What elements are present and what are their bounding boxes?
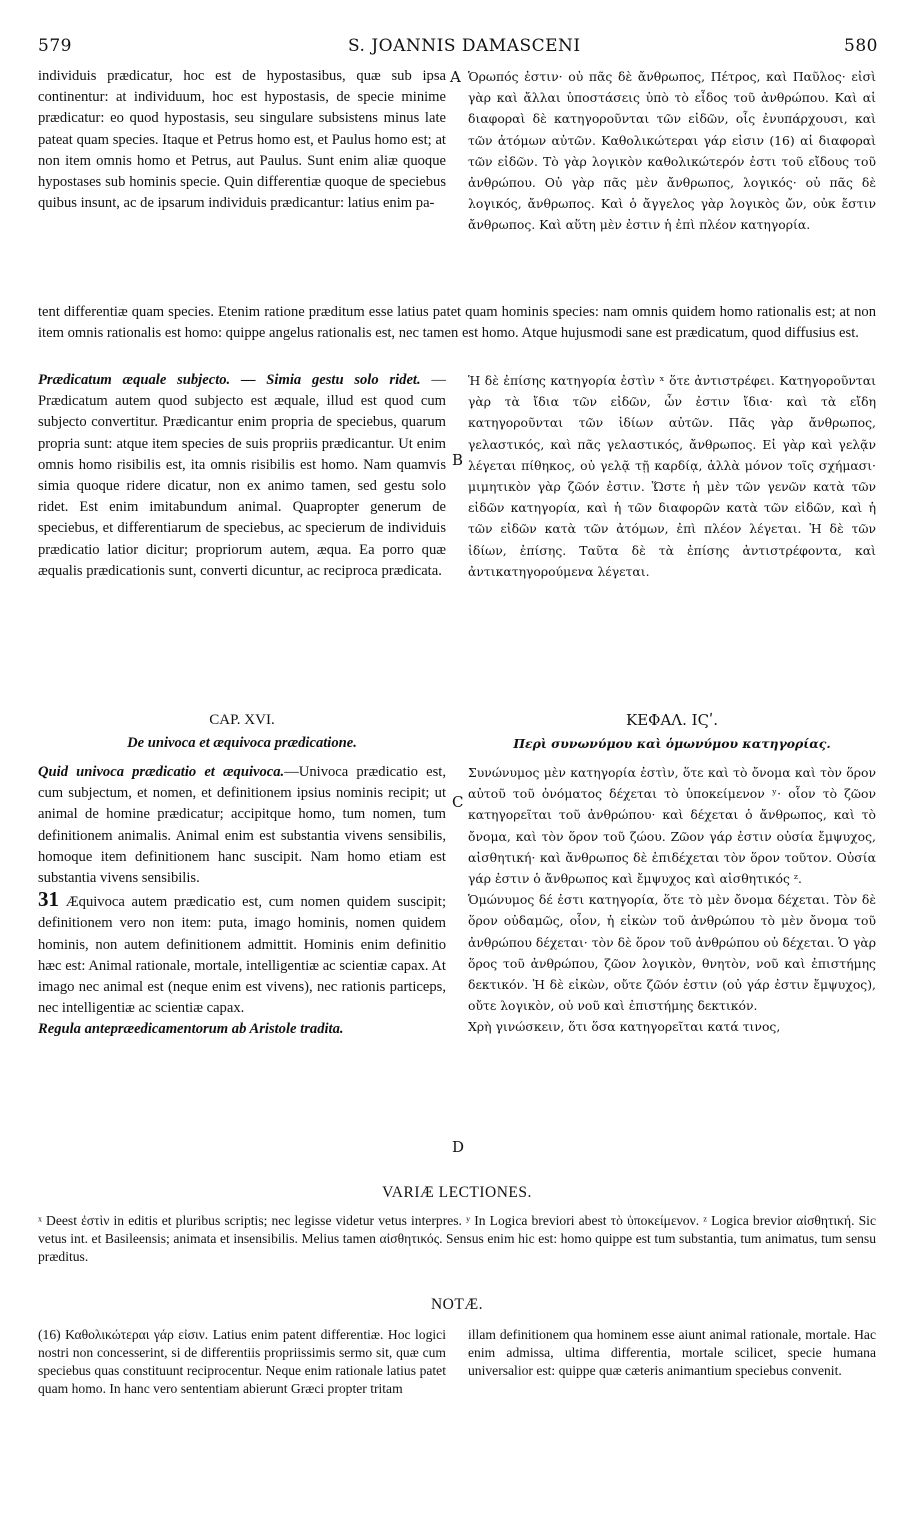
greek-chapter-head bbox=[468, 704, 876, 764]
margin-letter-c: C bbox=[452, 793, 464, 811]
section-heading: Quid univoca prædicatio et æquivoca. bbox=[38, 764, 285, 780]
greek-column-top bbox=[468, 66, 876, 302]
column-number: 31 bbox=[38, 887, 59, 912]
latin-column-top bbox=[38, 66, 446, 302]
latin-paragraph: — Prædicatum autem quod subjecto est æquale, illud est quod cum subjecto convertitur. Prædicantur enim propria de speciebus, quarum propria sunt: atque item species de suis propriis prædicantur. Ut enim omnis homo risibilis est, ita omnis risibilis est homo. Nam quamvis simia quoque ridere dicatur, non ex animo tamen, sed gestu solo ridet. Est enim imitabundum animal. Quapropter generum de speciebus, et differentiarum de speciebus, ac specierum de individuis prædicatio latior dicitur; propriorum autem, æqua. Ea porro quæ æqualis prædicationis sunt, converti dicuntur, ac reciproca prædicata. bbox=[38, 372, 446, 579]
margin-letter-d: D bbox=[452, 1138, 465, 1156]
section-heading: Prædicatum æquale subjecto. — Simia gestu solo ridet. bbox=[38, 372, 421, 388]
latin-column-chapter bbox=[38, 762, 446, 1166]
latin-column-mid bbox=[38, 370, 446, 702]
greek-column-mid bbox=[468, 370, 876, 660]
chapter-number: ΚΕΦΑΛ. ΙϚʹ. bbox=[626, 711, 718, 729]
varia-text: ˣ Deest ἐστὶν in editis et pluribus scriptis; nec legisse videtur vetus interpres. ʸ In Logica breviori abest τὸ ὑποκείμενον. ᶻ Logica brevior αἰσθητική. Sic vetus int. et Basileensis; animata et insensibilis. Melius tamen αἰσθητικός. Sensus enim hic est: homo quippe est tum substantia, tum animatus, tum sensu præditus. bbox=[38, 1213, 876, 1264]
notae-title: NOTÆ. bbox=[430, 1296, 483, 1313]
notes-left: (16) Καθολικώτεραι γάρ εἰσιν. Latius enim patent differentiæ. Hoc logici nostri non concesserint, si de differentiis propriissimis sermo sit, quæ cum speciebus quas constituunt reciprocentur. Neque enim rationale latius patet quam homo. In hanc vero sententiam abierunt Græci propter tritam bbox=[38, 1327, 446, 1396]
latin-paragraph: —Univoca prædicatio est, cum subjectum, et nomen, et definitionem ipsius nominis recipit; ut animal de homine prædicatur; accipitque homo, tum nomen, tum definitionem animalis. Animal enim est substantia vivens sensibilis, homoque item definitionem hanc suscipit. Nam homo etiam est substantia vivens sensibilis. bbox=[38, 764, 446, 887]
chapter-title: De univoca et æquivoca prædicatione. bbox=[127, 735, 357, 752]
greek-paragraph: Ὁρωπός ἐστιν· οὐ πᾶς δὲ ἄνθρωπος, Πέτρος, καὶ Παῦλος· εἰσὶ γὰρ καὶ ἄλλαι ὑποστάσεις ὑπὸ τὸ εἶδος τοῦ ἀνθρώπου. Καὶ αἱ διαφοραὶ δὲ κατηγοροῦνται τῶν εἰδῶν, οἷς ἐνυπάρχουσι, καὶ τῶν ἀτόμων αὐτῶν. Καθολικώτεραι γάρ εἰσιν (16) αἱ διαφοραὶ τῶν εἰδῶν. Τὸ γὰρ λογικὸν καθολικώτερόν ἐστι τοῦ εἴδους τοῦ ἀνθρώπου. Οὐ γὰρ πᾶς μὲν ἄνθρωπος, λογικός· οὐ πᾶς δὲ λογικός, ἄνθρωπος. Καὶ ὁ ἄγγελος γὰρ λογικὸς ὤν, οὐκ ἔστιν ἄνθρωπος. Καὶ αὕτη μὲν ἐστιν ἡ ἐπὶ πλέον κατηγορία. bbox=[468, 69, 876, 233]
chapter-title: Περὶ συνωνύμου καὶ ὁμωνύμου κατηγορίας. bbox=[513, 736, 831, 752]
latin-chapter-head bbox=[38, 704, 446, 764]
latin-paragraph: individuis prædicatur, hoc est de hypostasibus, quæ sub ipsa continentur: at individuum, hoc est hypostasis, de specie minime prædicatur: eo quod hypostasis, seu singulare subsistens minus late pateat quam species. Itaque et Petrus homo est, et Paulus homo est; at non item omnis homo et Petrus, aut Paulus. Sunt enim aliæ quoque hypostases sub hominis specie. Quin differentiæ quoque de speciebus quibus insunt, ac de ipsarum individuis prædicantur: latius enim pa- bbox=[38, 68, 446, 212]
greek-paragraph: Συνώνυμος μὲν κατηγορία ἐστὶν, ὅτε καὶ τὸ ὄνομα καὶ τὸν ὅρον αὐτοῦ τοῦ ὀνόματος δέχεται τὸ ὑποκείμενον ʸ· οἷον τὸ ζῶον κατηγορεῖται τοῦ ἀνθρώπου· καὶ δέχεται ὁ ἄνθρωπος, καὶ τὸ ὄνομα, καὶ τὸν ὅρον τοῦ ζώου. Ζῶον γάρ ἐστιν οὐσία ἔμψυχος, αἰσθητική· καὶ ἄνθρωπος δὲ ἐπιδέχεται τὸν ὅρον τοῦτον. Οὐσία γάρ ἐστιν ὁ ἄνθρωπος καὶ ἔμψυχος καὶ αἰσθητικός ᶻ. bbox=[468, 765, 876, 887]
latin-paragraph: Æquivoca autem prædicatio est, cum nomen quidem suscipit; definitionem vero non item: puta, imago hominis, nomen quidem hominis, non autem definitionem admittit. Hominis enim definitio hæc est: Animal rationale, mortale, intelligentiæ ac scientiæ capax. At imago nec animal est (neque enim est vivens), nec rationis particeps, nec intelligentiæ ac scientiæ capax. bbox=[38, 894, 446, 1017]
section-heading: Regula antepræedicamentorum ab Aristole tradita. bbox=[38, 1021, 344, 1038]
margin-letter-b: B bbox=[452, 451, 464, 469]
greek-paragraph: Χρὴ γινώσκειν, ὅτι ὅσα κατηγορεῖται κατά τινος, bbox=[468, 1019, 781, 1035]
page-header bbox=[38, 36, 878, 60]
margin-letter-a: A bbox=[450, 68, 461, 86]
latin-fullwidth bbox=[38, 302, 876, 368]
chapter-number: CAP. XVI. bbox=[209, 712, 275, 728]
latin-paragraph: tent differentiæ quam species. Etenim ratione præditum esse latius patet quam hominis species: nam omnis quidem homo rationalis est; at non item omnis rationalis est homo: quippe angelus rationalis est, nec tamen est homo. Atque hujusmodi sane est prædicatum, quod diffusius est. bbox=[38, 304, 876, 342]
greek-paragraph: Ἡ δὲ ἐπίσης κατηγορία ἐστὶν ˣ ὅτε ἀντιστρέφει. Κατηγοροῦνται γὰρ τὰ ἴδια τῶν εἰδῶν, ὧν ἐστιν ἴδια· καὶ τὰ εἴδη κατηγοροῦνται τῶν ἰδίων αὐτῶν. Πᾶς γὰρ ἄνθρωπος, γελαστικός, καὶ πᾶς γελαστικός, ἄνθρωπος. Εἰ γὰρ καὶ γελᾷν λέγεται πίθηκος, οὐ γελᾷ τῇ καρδίᾳ, ἀλλὰ μόνον τοῖς σχήμασι· μιμητικὸν γὰρ ζῶόν ἐστιν. Ὥστε ἡ μὲν τῶν γενῶν κατὰ τῶν εἰδῶν κατηγορία, καὶ ἡ τῶν διαφορῶν κατὰ τῶν εἰδῶν, καὶ ἡ τῶν εἰδῶν κατὰ τῶν ἀτόμων, ἐπὶ πλέον λέγεται. Ἡ δὲ τῶν ἰδίων, ἐπίσης. Ταῦτα δὲ τὰ ἐπίσης ἀντιστρέφοντα, καὶ ἀντικατηγορούμενα λέγεται. bbox=[468, 373, 876, 579]
running-title: S. JOANNIS DAMASCENI bbox=[348, 36, 581, 56]
page-number-left: 579 bbox=[38, 36, 72, 56]
greek-column-chapter bbox=[468, 762, 876, 1166]
varia-title: VARIÆ LECTIONES. bbox=[382, 1184, 532, 1201]
notes-right: illam definitionem qua hominem esse aiunt animal rationale, mortale. Hac enim admissa, ultima differentia, mortale scilicet, specie humana universalior est: quippe quæ cæteris animantium speciebus convenit. bbox=[468, 1327, 876, 1378]
page-number-right: 580 bbox=[844, 36, 878, 56]
greek-paragraph: Ὁμώνυμος δέ ἐστι κατηγορία, ὅτε τὸ μὲν ὄνομα δέχεται. Τὸν δὲ ὅρον οὐδαμῶς, οἷον, ἡ εἰκὼν τοῦ ἀνθρώπου τὸ μὲν ὄνομα τοῦ ἀνθρώπου δέχεται· τὸν δὲ ὅρον τοῦ ἀνθρώπου οὐ δέχεται. Ὁ γὰρ ὅρος τοῦ ἀνθρώπου, ζῶον λογικὸν, θνητὸν, νοῦ καὶ ἐπιστήμης δεκτικόν. Ἡ δὲ εἰκὼν, οὔτε ζῶόν ἐστιν (οὐ γάρ ἐστιν ἔμψυχος), οὔτε λογικὸν, οὐ νοῦ καὶ ἐπιστήμης δεκτικόν. bbox=[468, 892, 876, 1014]
